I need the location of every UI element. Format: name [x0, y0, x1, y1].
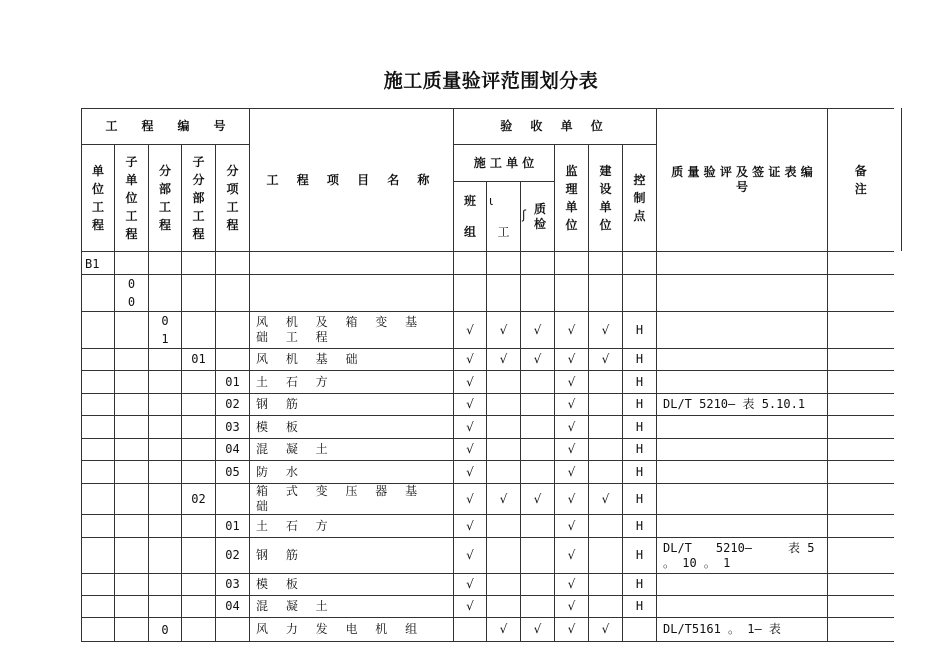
sub-unit-project-cell — [115, 461, 149, 484]
table-row — [82, 349, 894, 371]
project-name-cell: 钢 筋 — [250, 394, 454, 416]
team-check-cell — [454, 618, 487, 642]
item-project-cell: 03 — [216, 574, 250, 596]
worker-check-cell — [487, 394, 521, 416]
project-name-cell: 风 力 发 电 机 组 — [250, 618, 454, 642]
supervision-check-cell: √ — [555, 394, 589, 416]
item-project-cell — [216, 312, 250, 349]
form-number-cell — [657, 371, 828, 394]
owner-header: 建设单位 — [589, 145, 623, 252]
unit-project-cell — [82, 484, 115, 515]
quality-check-cell — [521, 394, 555, 416]
supervision-check-cell: √ — [555, 371, 589, 394]
control-point-cell: H — [623, 312, 657, 349]
item-project-cell — [216, 275, 250, 312]
control-point-cell: H — [623, 484, 657, 515]
unit-project-cell — [82, 574, 115, 596]
owner-check-cell — [589, 439, 623, 461]
project-name-cell: 风 机 及 箱 变 基 础 工 程 — [250, 312, 454, 349]
control-point-cell: H — [623, 371, 657, 394]
control-point-cell: H — [623, 416, 657, 439]
project-name-cell: 箱 式 变 压 器 基 础 — [250, 484, 454, 515]
worker-check-cell: √ — [487, 618, 521, 642]
unit-project-cell — [82, 596, 115, 618]
form-number-cell — [657, 416, 828, 439]
owner-check-cell: √ — [589, 484, 623, 515]
quality-check-cell — [521, 416, 555, 439]
team-check-cell: √ — [454, 484, 487, 515]
owner-check-cell — [589, 275, 623, 312]
owner-check-cell — [589, 416, 623, 439]
remarks-cell — [828, 439, 894, 461]
owner-check-cell: √ — [589, 312, 623, 349]
team-check-cell: √ — [454, 371, 487, 394]
worker-check-cell — [487, 439, 521, 461]
project-name-cell: 风 机 基 础 — [250, 349, 454, 371]
item-project-cell — [216, 484, 250, 515]
form-number-cell — [657, 484, 828, 515]
division-project-cell — [149, 515, 182, 538]
team-check-cell: √ — [454, 312, 487, 349]
division-project-cell — [149, 371, 182, 394]
quality-check-cell — [521, 596, 555, 618]
remarks-cell — [828, 484, 894, 515]
form-number-cell — [657, 439, 828, 461]
sub-division-project-cell — [182, 618, 216, 642]
division-project-cell — [149, 439, 182, 461]
worker-check-cell — [487, 515, 521, 538]
item-project-cell: 05 — [216, 461, 250, 484]
supervision-check-cell: √ — [555, 618, 589, 642]
team-check-cell: √ — [454, 416, 487, 439]
supervision-check-cell: √ — [555, 461, 589, 484]
sub-unit-project-cell — [115, 484, 149, 515]
control-point-cell: H — [623, 538, 657, 574]
remarks-cell — [828, 394, 894, 416]
owner-check-cell — [589, 461, 623, 484]
item-project-cell: 02 — [216, 538, 250, 574]
remarks-cell — [828, 371, 894, 394]
unit-project-cell — [82, 416, 115, 439]
team-check-cell: √ — [454, 461, 487, 484]
table-row — [82, 275, 894, 312]
project-name-cell: 混 凝 土 — [250, 439, 454, 461]
table-row — [82, 371, 894, 394]
control-point-cell: H — [623, 461, 657, 484]
worker-check-cell — [487, 538, 521, 574]
unit-project-cell — [82, 349, 115, 371]
team-check-cell: √ — [454, 515, 487, 538]
owner-check-cell: √ — [589, 618, 623, 642]
sub-unit-project-header: 子单位工程 — [115, 145, 149, 252]
team-check-cell: √ — [454, 596, 487, 618]
supervision-check-cell: √ — [555, 439, 589, 461]
sub-unit-project-cell — [115, 618, 149, 642]
remarks-cell — [828, 416, 894, 439]
quality-check-cell: √ — [521, 349, 555, 371]
owner-check-cell — [589, 394, 623, 416]
sub-division-project-cell — [182, 439, 216, 461]
item-project-cell: 02 — [216, 394, 250, 416]
right-edge-line — [901, 108, 902, 251]
unit-project-cell — [82, 515, 115, 538]
form-number-cell — [657, 596, 828, 618]
project-name-cell: 混 凝 土 — [250, 596, 454, 618]
quality-check-cell: √ — [521, 484, 555, 515]
worker-check-cell: √ — [487, 484, 521, 515]
supervision-check-cell: √ — [555, 416, 589, 439]
item-project-cell: 01 — [216, 371, 250, 394]
table-row — [82, 416, 894, 439]
control-point-cell: H — [623, 596, 657, 618]
sub-division-project-cell — [182, 461, 216, 484]
team-check-cell: √ — [454, 538, 487, 574]
table-row — [82, 515, 894, 538]
quality-check-cell — [521, 515, 555, 538]
supervision-header: 监理单位 — [555, 145, 589, 252]
unit-project-cell — [82, 439, 115, 461]
control-point-cell: H — [623, 439, 657, 461]
unit-project-cell — [82, 312, 115, 349]
form-number-cell: DL/T 5210— 表 5.10.1 — [657, 394, 828, 416]
acceptance-unit-header: 验 收 单 位 — [454, 109, 657, 145]
form-number-cell: DL/T5161 。 1— 表 — [657, 618, 828, 642]
table-row — [82, 484, 894, 515]
unit-project-cell — [82, 275, 115, 312]
unit-project-cell — [82, 461, 115, 484]
item-project-cell — [216, 349, 250, 371]
form-number-cell — [657, 574, 828, 596]
worker-header: ι 工 — [487, 182, 521, 252]
construction-unit-header: 施 工 单 位 — [454, 145, 555, 182]
table-row — [82, 439, 894, 461]
remarks-cell — [828, 596, 894, 618]
supervision-check-cell — [555, 275, 589, 312]
quality-check-cell — [521, 439, 555, 461]
team-check-cell — [454, 275, 487, 312]
worker-check-cell — [487, 461, 521, 484]
project-name-cell: 钢 筋 — [250, 538, 454, 574]
remarks-cell — [828, 515, 894, 538]
table-row — [82, 574, 894, 596]
supervision-check-cell: √ — [555, 538, 589, 574]
form-number-cell — [657, 275, 828, 312]
sub-unit-project-cell — [115, 538, 149, 574]
supervision-check-cell: √ — [555, 312, 589, 349]
sub-division-project-cell — [182, 538, 216, 574]
quality-division-table — [81, 108, 894, 642]
form-number-cell — [657, 515, 828, 538]
team-check-cell: √ — [454, 439, 487, 461]
form-number-cell — [657, 349, 828, 371]
remarks-cell — [828, 461, 894, 484]
sub-division-project-cell — [182, 416, 216, 439]
owner-check-cell — [589, 596, 623, 618]
control-point-header: 控制点 — [623, 145, 657, 252]
team-header: 班 组 — [454, 182, 487, 252]
quality-check-cell: √ — [521, 618, 555, 642]
sub-unit-project-cell — [115, 574, 149, 596]
item-project-header: 分项工程 — [216, 145, 250, 252]
sub-division-project-cell — [182, 596, 216, 618]
item-project-cell: 03 — [216, 416, 250, 439]
table-row — [82, 394, 894, 416]
owner-check-cell — [589, 371, 623, 394]
project-name-cell: 防 水 — [250, 461, 454, 484]
division-project-cell: 0 1 — [149, 312, 182, 349]
sub-unit-project-cell: 0 0 — [115, 275, 149, 312]
form-number-cell — [657, 312, 828, 349]
sub-unit-project-cell — [115, 596, 149, 618]
supervision-check-cell: √ — [555, 574, 589, 596]
sub-division-project-cell — [182, 275, 216, 312]
division-project-header: 分部工程 — [149, 145, 182, 252]
remarks-cell — [828, 574, 894, 596]
form-number-cell: DL/T 5210— 表 5 。 10 。 1 — [657, 538, 828, 574]
control-point-cell — [623, 275, 657, 312]
item-project-cell: 04 — [216, 596, 250, 618]
sub-division-project-cell: 01 — [182, 349, 216, 371]
owner-check-cell — [589, 574, 623, 596]
quality-check-cell — [521, 275, 555, 312]
division-project-cell — [149, 574, 182, 596]
quality-check-cell: √ — [521, 312, 555, 349]
unit-project-header: 单位工程 — [82, 145, 115, 252]
table-row — [82, 538, 894, 574]
worker-check-cell: √ — [487, 312, 521, 349]
supervision-check-cell: √ — [555, 596, 589, 618]
division-project-cell — [149, 394, 182, 416]
worker-check-cell — [487, 275, 521, 312]
division-project-cell — [149, 275, 182, 312]
project-name-cell — [250, 275, 454, 312]
division-project-cell — [149, 461, 182, 484]
unit-code-cell: B1 — [82, 252, 115, 275]
worker-check-cell — [487, 416, 521, 439]
quality-check-cell — [521, 574, 555, 596]
worker-check-cell — [487, 371, 521, 394]
remarks-cell — [828, 618, 894, 642]
sub-unit-project-cell — [115, 439, 149, 461]
unit-project-cell — [82, 394, 115, 416]
quality-check-cell — [521, 461, 555, 484]
item-project-cell: 04 — [216, 439, 250, 461]
form-number-header: 质 量 验 评 及 签 证 表 编 号 — [657, 109, 828, 252]
project-name-header: 工 程 项 目 名 称 — [250, 109, 454, 252]
sub-division-project-cell — [182, 515, 216, 538]
owner-check-cell — [589, 515, 623, 538]
unit-project-cell — [82, 371, 115, 394]
sub-division-project-cell — [182, 371, 216, 394]
supervision-check-cell: √ — [555, 349, 589, 371]
sub-unit-project-cell — [115, 349, 149, 371]
code-group-header: 工 程 编 号 — [82, 109, 250, 145]
division-project-cell — [149, 349, 182, 371]
remarks-cell — [828, 538, 894, 574]
team-check-cell: √ — [454, 394, 487, 416]
division-project-cell — [149, 596, 182, 618]
table-row — [82, 596, 894, 618]
worker-check-cell — [487, 596, 521, 618]
control-point-cell — [623, 618, 657, 642]
division-project-cell: 0 — [149, 618, 182, 642]
team-check-cell: √ — [454, 349, 487, 371]
control-point-cell: H — [623, 574, 657, 596]
table-row — [82, 461, 894, 484]
division-project-cell — [149, 484, 182, 515]
sub-division-project-cell — [182, 394, 216, 416]
sub-division-project-header: 子分部工程 — [182, 145, 216, 252]
sub-division-project-cell — [182, 312, 216, 349]
item-project-cell: 01 — [216, 515, 250, 538]
owner-check-cell: √ — [589, 349, 623, 371]
sub-unit-project-cell — [115, 416, 149, 439]
project-name-cell: 土 石 方 — [250, 515, 454, 538]
remarks-cell — [828, 312, 894, 349]
sub-unit-project-cell — [115, 371, 149, 394]
remarks-cell — [828, 349, 894, 371]
quality-check-cell — [521, 371, 555, 394]
table-row — [82, 618, 894, 642]
form-number-cell — [657, 461, 828, 484]
project-name-cell: 模 板 — [250, 574, 454, 596]
quality-header: ʃ 质 检 — [521, 182, 555, 252]
division-project-cell — [149, 538, 182, 574]
remarks-header: 备注 — [828, 109, 894, 252]
remarks-cell — [828, 275, 894, 312]
control-point-cell: H — [623, 349, 657, 371]
sub-division-project-cell: 02 — [182, 484, 216, 515]
sub-division-project-cell — [182, 574, 216, 596]
worker-check-cell — [487, 574, 521, 596]
page-title: 施工质量验评范围划分表 — [383, 70, 599, 92]
unit-project-cell — [82, 618, 115, 642]
team-check-cell: √ — [454, 574, 487, 596]
item-project-cell — [216, 618, 250, 642]
supervision-check-cell: √ — [555, 484, 589, 515]
supervision-check-cell: √ — [555, 515, 589, 538]
sub-unit-project-cell — [115, 515, 149, 538]
sub-unit-project-cell — [115, 394, 149, 416]
unit-project-cell — [82, 538, 115, 574]
control-point-cell: H — [623, 515, 657, 538]
quality-check-cell — [521, 538, 555, 574]
control-point-cell: H — [623, 394, 657, 416]
sub-unit-project-cell — [115, 312, 149, 349]
table-row — [82, 312, 894, 349]
division-project-cell — [149, 416, 182, 439]
worker-check-cell: √ — [487, 349, 521, 371]
project-name-cell: 土 石 方 — [250, 371, 454, 394]
project-name-cell: 模 板 — [250, 416, 454, 439]
owner-check-cell — [589, 538, 623, 574]
